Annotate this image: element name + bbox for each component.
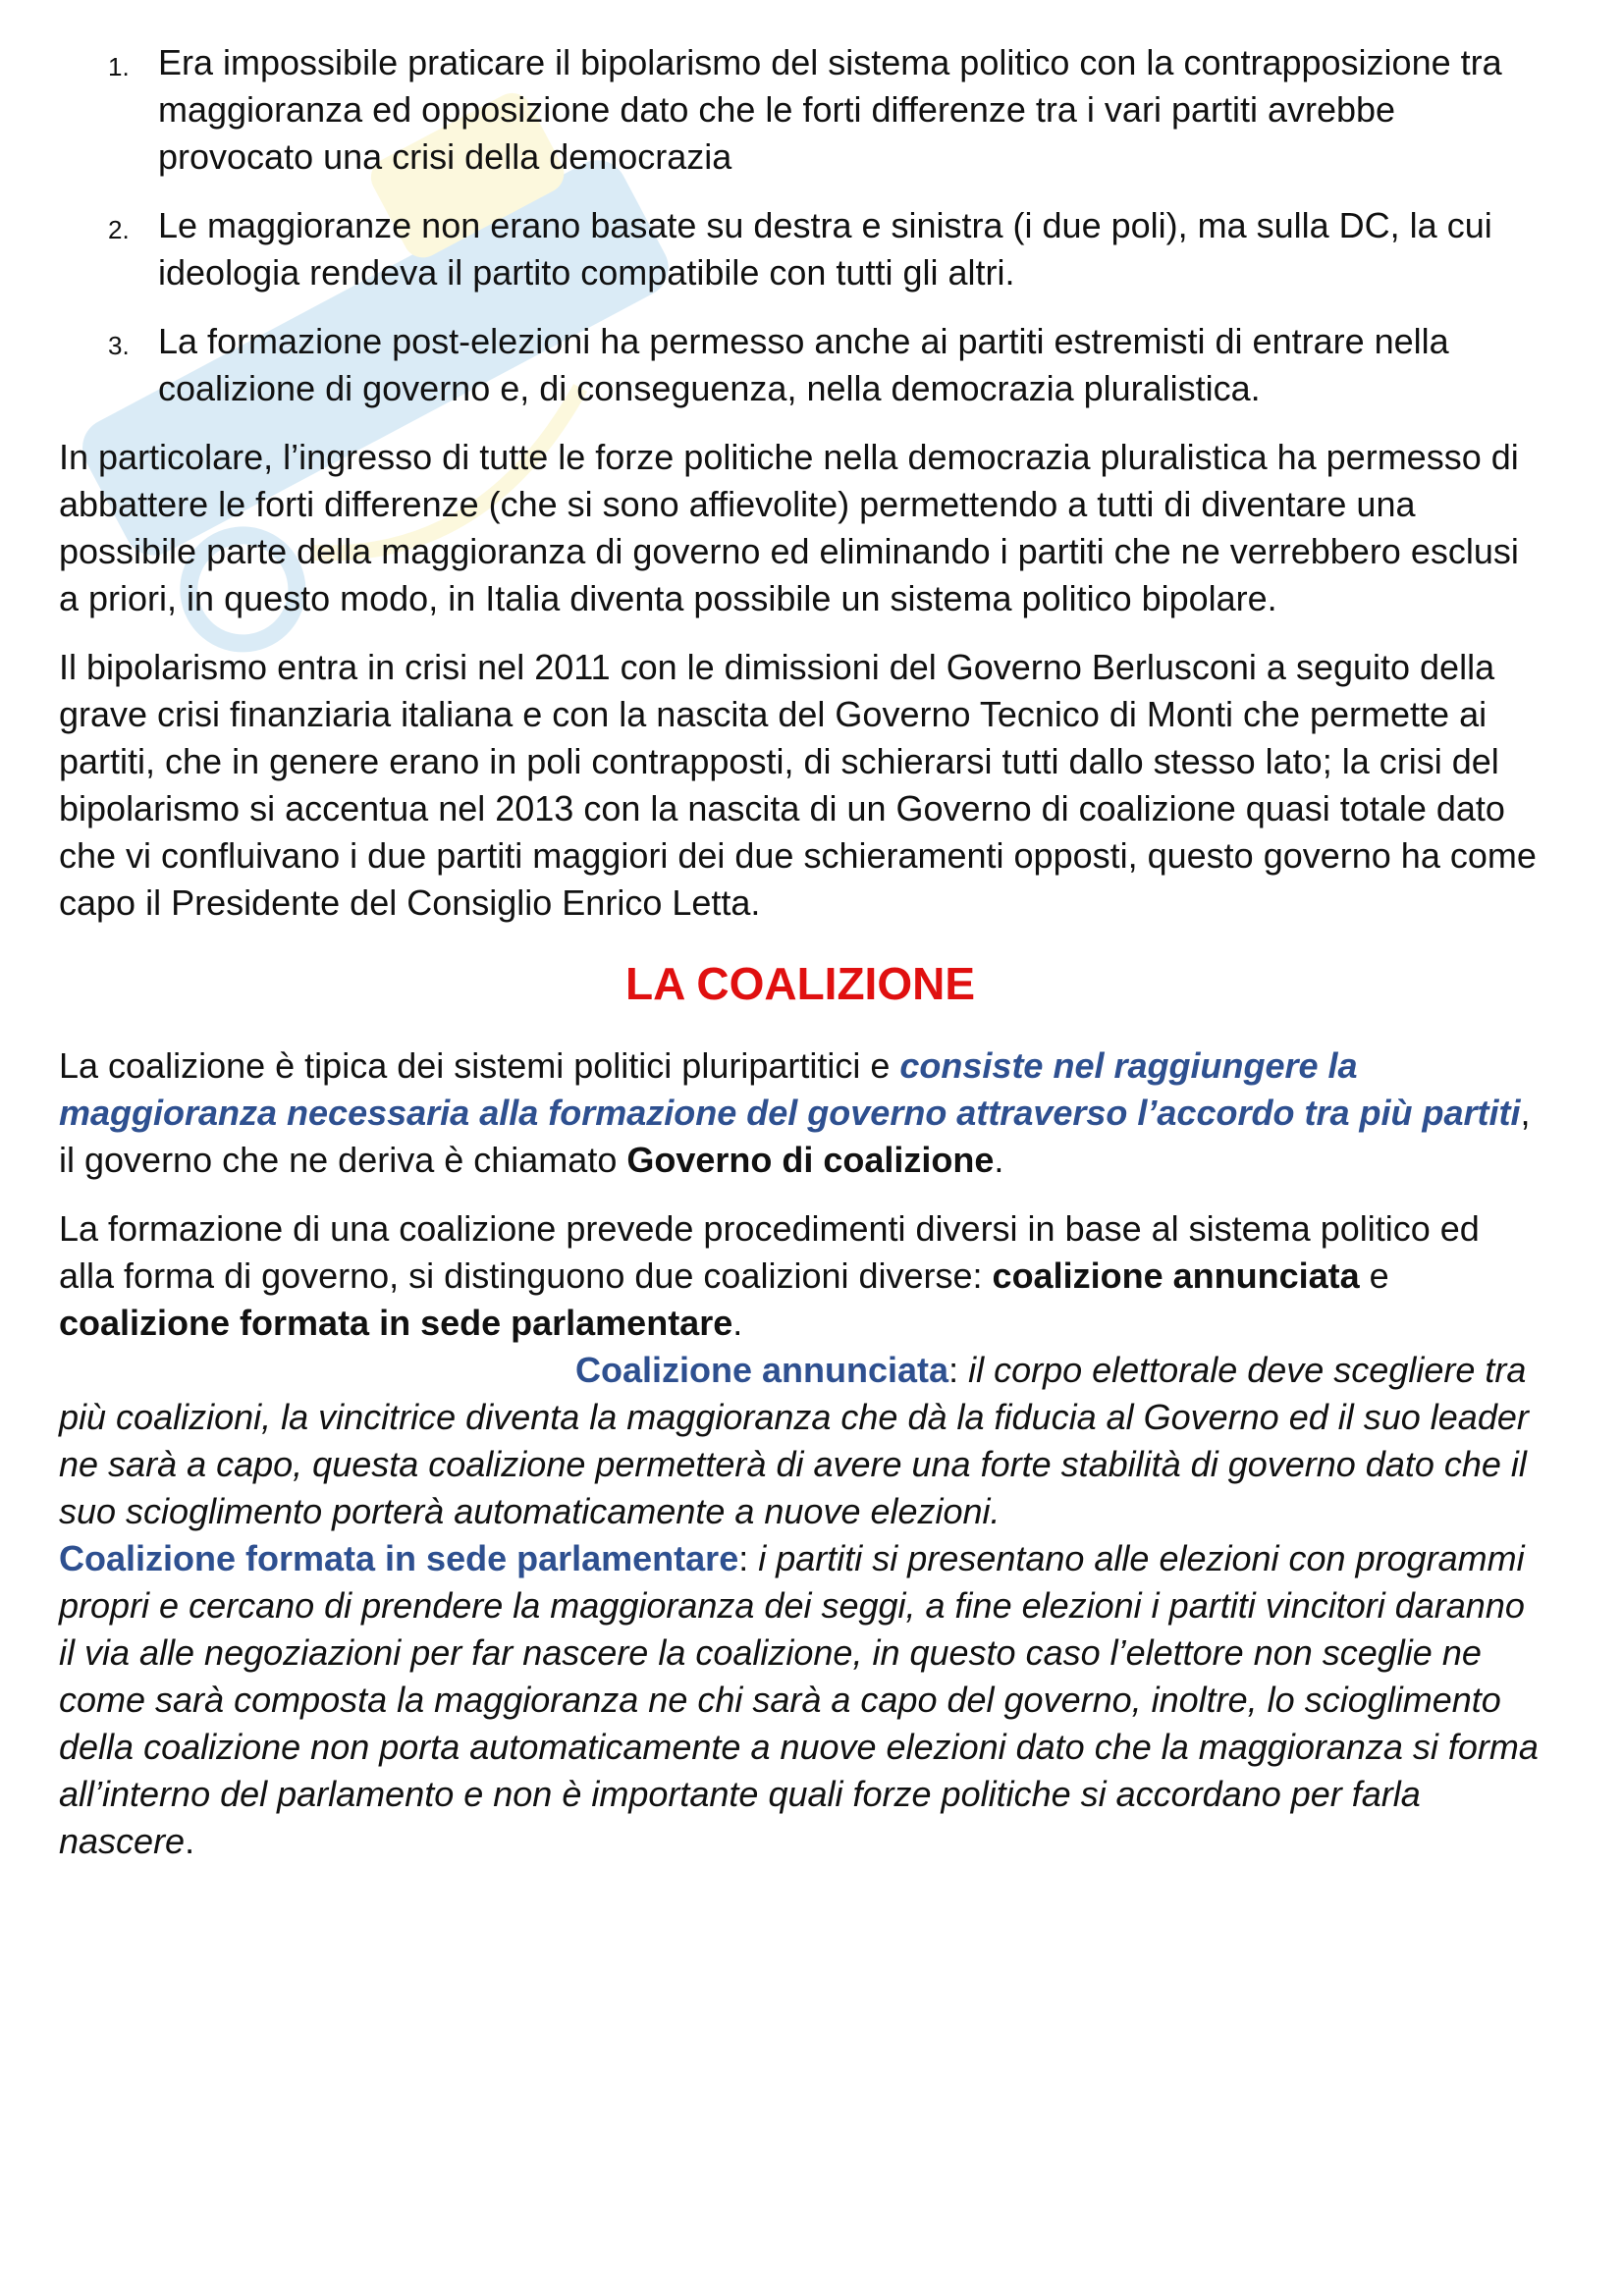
type-annunciata: coalizione annunciata xyxy=(992,1255,1360,1296)
numbered-list xyxy=(59,39,1542,412)
parlamentare-sep: : xyxy=(738,1538,759,1578)
paragraph-tipi-coalizione xyxy=(59,1205,1542,1347)
types-end: . xyxy=(732,1303,743,1343)
list-item xyxy=(59,202,1542,296)
list-item xyxy=(59,39,1542,181)
list-number: 1. xyxy=(108,52,130,81)
list-text: Era impossibile praticare il bipolarismo del sistema politico con la contrapposizione tra maggioranza ed opposizione dato che le forti differenze tra i vari partiti avrebbe provocato una crisi della democrazia xyxy=(158,42,1502,177)
paragraph-coalizione-definizione xyxy=(59,1042,1542,1184)
paragraph-parlamentare xyxy=(59,1535,1542,1865)
parlamentare-end: . xyxy=(185,1821,195,1861)
definition-intro: La coalizione è tipica dei sistemi politici pluripartitici e xyxy=(59,1045,900,1086)
paragraph-annunciata xyxy=(59,1347,1542,1535)
list-number: 2. xyxy=(108,215,130,244)
document-page xyxy=(59,39,1542,1865)
parlamentare-text: i partiti si presentano alle elezioni con programmi propri e cercano di prendere la maggioranza dei seggi, a fine elezioni i partiti vincitori daranno il via alle negoziazioni per far nascere la coalizione, in questo caso l’elettore non sceglie ne come sarà composta la maggioranza ne chi sarà a capo del governo, inoltre, lo scioglimento della coalizione non porta automaticamente a nuove elezioni dato che la maggioranza si forma all’interno del parlamento e non è importante quali forze politiche si accordano per farla nascere xyxy=(59,1538,1539,1861)
list-text: Le maggioranze non erano basate su destra e sinistra (i due poli), ma sulla DC, la cui ideologia rendeva il partito compatibile con tutti gli altri. xyxy=(158,205,1492,293)
annunciata-label: Coalizione annunciata xyxy=(575,1350,949,1390)
list-number: 3. xyxy=(108,331,130,360)
annunciata-text: il corpo elettorale deve scegliere tra più coalizioni, la vincitrice diventa la maggioranza che dà la fiducia al Governo ed il suo leader ne sarà a capo, questa coalizione permetterà di avere una forte stabilità di governo dato che il suo scioglimento porterà automaticamente a nuove elezioni. xyxy=(59,1350,1529,1531)
paragraph-bipolarismo-crisi: Il bipolarismo entra in crisi nel 2011 con le dimissioni del Governo Berlusconi a seguito della grave crisi finanziaria italiana e con la nascita del Governo Tecnico di Monti che permette ai partiti, che in genere erano in poli contrapposti, di schierarsi tutti dallo stesso lato; la crisi del bipolarismo si accentua nel 2013 con la nascita di un Governo di coalizione quasi totale dato che vi confluivano i due partiti maggiori dei due schieramenti opposti, questo governo ha come capo il Presidente del Consiglio Enrico Letta. xyxy=(59,647,1537,923)
list-text: La formazione post-elezioni ha permesso anche ai partiti estremisti di entrare nella coalizione di governo e, di conseguenza, nella democrazia pluralistica. xyxy=(158,321,1449,408)
types-conj: e xyxy=(1359,1255,1389,1296)
definition-end: . xyxy=(994,1140,1004,1180)
list-item xyxy=(59,318,1542,412)
types-intro: La formazione di una coalizione prevede procedimenti diversi in base al sistema politico ed alla forma di governo, si distinguono due coalizioni diverse: xyxy=(59,1208,1480,1296)
definition-term: Governo di coalizione xyxy=(626,1140,995,1180)
type-parlamentare: coalizione formata in sede parlamentare xyxy=(59,1303,733,1343)
definition-emphasis: consiste nel raggiungere la maggioranza necessaria alla formazione del governo attraverso l’accordo tra più partiti xyxy=(59,1045,1521,1133)
annunciata-sep: : xyxy=(948,1350,969,1390)
definition-middle: , il governo che ne deriva è chiamato xyxy=(59,1093,1531,1180)
parlamentare-label: Coalizione formata in sede parlamentare xyxy=(59,1538,739,1578)
section-title: LA COALIZIONE xyxy=(624,958,976,1009)
paragraph-ingresso: In particolare, l’ingresso di tutte le forze politiche nella democrazia pluralistica ha permesso di abbattere le forti differenze (che si sono affievolite) permettendo a tutti di diventare una possibile parte della maggioranza di governo ed eliminando i partiti che ne verrebbero esclusi a priori, in questo modo, in Italia diventa possibile un sistema politico bipolare. xyxy=(59,437,1519,618)
